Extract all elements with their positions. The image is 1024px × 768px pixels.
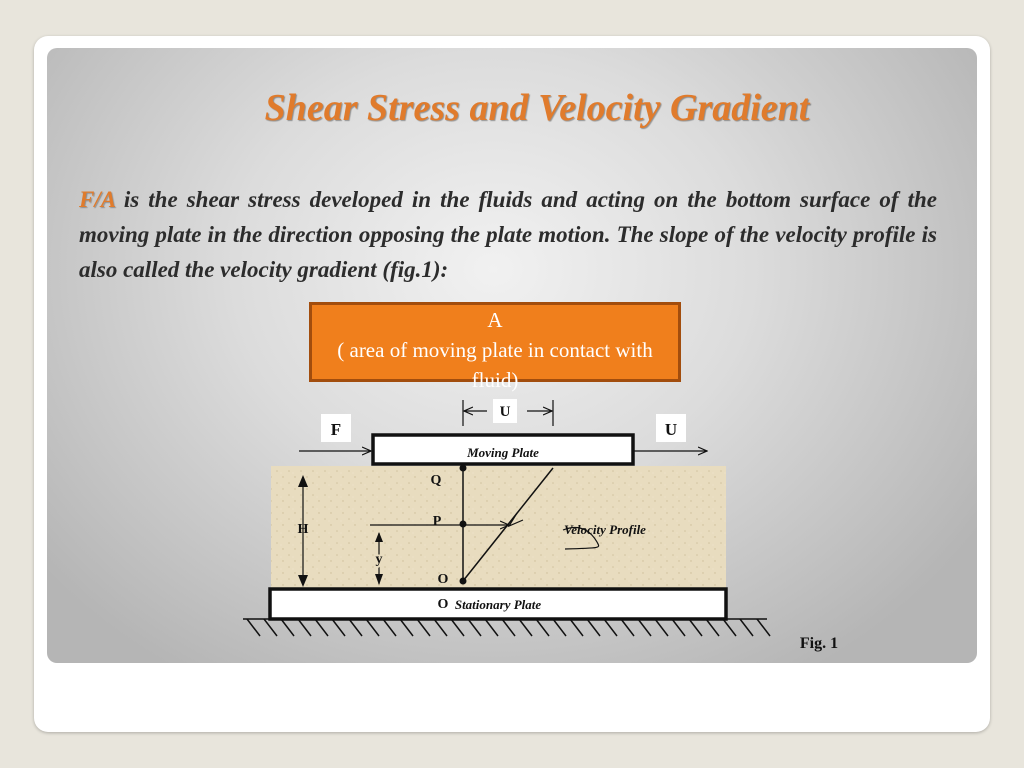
point-q [460,465,467,472]
hatch-line [655,619,668,636]
force-label: F [330,420,342,439]
hatch-line [400,619,413,636]
hatch-line [604,619,617,636]
hatch-line [723,619,736,636]
label-p: P [432,514,442,529]
label-q: Q [430,473,442,488]
hatch-line [519,619,532,636]
callout-description: ( area of moving plate in contact with fluid) [337,338,653,392]
hatch-line [553,619,566,636]
ground-hatching [247,619,770,636]
velocity-profile-label: Velocity Profile [564,522,646,537]
hatch-line [502,619,515,636]
hatch-line [383,619,396,636]
velocity-label-right: U [664,420,678,439]
hatch-line [332,619,345,636]
hatch-line [689,619,702,636]
fluid-layer [271,466,726,588]
moving-plate-label: Moving Plate [467,445,539,460]
hatch-line [264,619,277,636]
hatch-line [706,619,719,636]
hatch-line [638,619,651,636]
hatch-line [315,619,328,636]
hatch-line [621,619,634,636]
label-h: H [297,522,309,537]
hatch-line [536,619,549,636]
hatch-line [468,619,481,636]
body-text: is the shear stress developed in the fluids and acting on the bottom surface of the moving plate in the direction opposing the plate motion. The slope of the velocity profile is also called the velocity gradient (fig.1): [79,187,937,282]
stationary-plate-label: Stationary Plate [454,597,542,612]
u-top-label: U [499,404,511,420]
hatch-line [672,619,685,636]
slide [47,48,977,663]
hatch-line [451,619,464,636]
hatch-line [587,619,600,636]
hatch-line [298,619,311,636]
hatch-line [349,619,362,636]
label-y: y [375,552,383,567]
hatch-line [485,619,498,636]
hatch-line [417,619,430,636]
hatch-line [757,619,770,636]
shear-stress-term: F/A [79,187,115,212]
hatch-line [281,619,294,636]
hatch-line [247,619,260,636]
label-o-lower: O [437,597,449,612]
hatch-line [740,619,753,636]
callout-letter: A [487,308,503,332]
shear-flow-diagram [47,48,977,663]
hatch-line [434,619,447,636]
figure-caption: Fig. 1 [799,635,839,652]
hatch-line [366,619,379,636]
slide-title: Shear Stress and Velocity Gradient [264,87,810,129]
label-o: O [437,572,449,587]
hatch-line [570,619,583,636]
point-p [460,521,467,528]
